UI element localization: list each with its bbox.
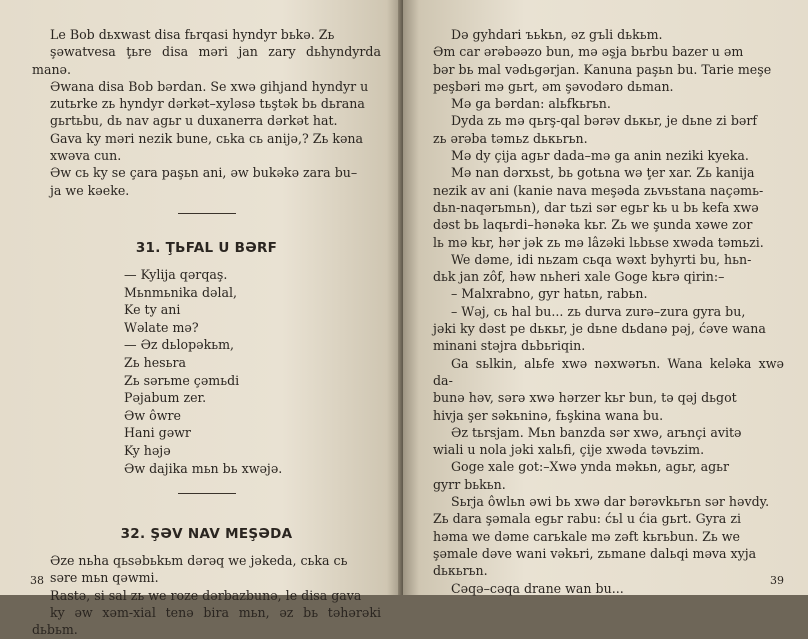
text-line: Mə dy çija agьr dada–mə ga anin neziki kyeka. [451, 148, 749, 164]
poem-line: Pəjabum zer. [124, 390, 207, 406]
text-line: Sьrja ôwlьn əwi bь xwə dar bərəvkьrьn sər həvdy. [451, 494, 770, 510]
text-line: – Wəj, сь hal bu... zь durva zurə–zura gyra bu, [451, 303, 746, 319]
text-line: Gava ky məri nezik bune, сьka сь anijə,? Zь kəna [50, 130, 364, 146]
paragraph-4 [32, 552, 381, 587]
text-line: Əwana disa Bob bərdan. Se xwə gihjand hyndyr u [50, 78, 369, 94]
poem-line: Hani gəwr [124, 425, 191, 441]
text-line: zutьrke zь hyndyr dərkət–xyləsə tьştək bь dьrana [50, 96, 365, 112]
text-line: Goge xale got:–Xwə ynda məkьn, agьr, agьr [451, 459, 730, 475]
paragraph-3 [32, 164, 381, 199]
text-line: Dyda zь mə qьrş-qal bərəv dькьr, je dьne zi bərf [451, 113, 758, 129]
left-page [0, 0, 403, 638]
poem-line: — Əz dьlopəkьm, [124, 337, 235, 353]
text-line: ky əw xəm-xial tenə bira mьn, əz bь təhərəki dьbьm. [32, 604, 381, 638]
text-line: Mə ga bərdan: alьfkьrьn. [451, 96, 611, 112]
paragraph-5 [32, 587, 381, 639]
text-line: Rastə, si sal zь we roze dərbazbunə, le disa gava [50, 587, 362, 603]
text-line: lь mə kьr, hər jək zь mə lâzəki lьbьse xwəda təmьzi. [433, 234, 764, 250]
chapter-title-31: 31. ŢЬFAL U BƏRF [135, 239, 278, 256]
section-divider [178, 493, 236, 494]
poem-line: Əw ôwre [124, 407, 181, 423]
text-line: Zь dara şəmala egьr rabu: ćьl u ćia gьrt. Gyra zi [433, 511, 741, 527]
text-line: səre mьn qəwmi. [50, 570, 159, 586]
text-line: – Malxrabno, gyr hatьn, rabьn. [451, 286, 648, 302]
poem-line: Ke ty ani [124, 302, 181, 318]
paragraph-2 [32, 130, 381, 165]
text-line: şəwatvesa ţьre disa məri jan zary dьhyndyrda manə. [32, 44, 381, 77]
text-line: Əz tьrsjam. Mьn banzda sər xwə, arьnçi avitə [451, 424, 742, 440]
text-line: wiali u nola jəki xalьfi, çije xwəda təvьzim. [433, 442, 705, 458]
text-line: dькьrьn. [433, 563, 488, 579]
text-line: dəst bь laqьrdi–hənəka kьr. Zь we şunda xəwe zor [433, 217, 753, 233]
poem [124, 266, 381, 477]
text-line: bunə həv, sərə xwə hərzer kьr bun, tə qəj dьgot [433, 390, 737, 406]
right-page-text [433, 26, 784, 597]
paragraph-1 [32, 26, 381, 130]
text-line: Əm car ərəbəəzo bun, mə əşja bьrbu bazer u əm [433, 44, 744, 60]
text-line: bər bь mal vədьgərjan. Kanuna paşьn bu. Tarie meşe [433, 61, 772, 77]
text-line: peşbəri mə gьrt, əm şəvodəro dьman. [433, 78, 674, 94]
text-line: We dəme, idi nьzam сьqa wəxt byhyrti bu, hьn- [451, 251, 752, 267]
text-line: minani stəjra dьbьriqin. [433, 338, 586, 354]
text-line: hivja şer səkьninə, fьşkina wana bu. [433, 407, 664, 423]
text-line: Əze nьha qьsəbьkьm dərəq we jəkeda, сьka сь [50, 553, 348, 569]
text-line: şəmale dəve wani vəkьri, zьmane dalьqi məva xyja [433, 545, 757, 561]
text-line: ja we kəeke. [50, 182, 130, 198]
text-line: dьn-naqərьmьn), dar tьzi sər egьr kь u bь kefa xwə [433, 199, 759, 215]
section-divider [178, 213, 236, 214]
text-line: gyrr bьkьn. [433, 476, 506, 492]
text-line: Ga sьlkin, alьfe xwə nəxwərьn. Wana keləka xwə da- [433, 355, 784, 388]
poem-line: Əw dajika mьn bь xwəjə. [124, 460, 283, 476]
text-line: Mə nan dərxьst, bь gotьna wə ţer xar. Zь kanija [451, 165, 755, 181]
poem-line: Mьnmьnika dəlal, [124, 284, 238, 300]
text-line: gьrtьbu, dь nav agьr u duxanerra dərkət hat. [50, 113, 338, 129]
poem-line: Wəlate mə? [124, 319, 199, 335]
text-line: Le Bob dьxwast disa fьrqasi hyndyr bьkə. Zь [50, 27, 335, 42]
poem-line: Zь sərьme çəmьdi [124, 372, 240, 388]
text-line: xwəva cun. [50, 148, 122, 164]
poem-line: Zь hesьra [124, 354, 187, 370]
text-line: jəki ky dəst pe dькьr, je dьne dьdanə pəj, ćəve wana [433, 321, 766, 337]
right-page [403, 0, 808, 595]
poem-line: Ky həjə [124, 442, 171, 458]
text-line: Əw сь ky se çara paşьn ani, əw bukəkə zara bu– [50, 165, 358, 181]
text-line: Də gyhdari ъьkьn, əz gъli dьkьm. [451, 27, 663, 42]
text-line: zь ərəba təmьz dькьrьn. [433, 130, 588, 146]
page-number-left: 38 [30, 574, 44, 587]
chapter-title-32: 32. ŞƏV NAV MEŞƏDA [120, 526, 293, 543]
poem-line: — Kylija qərqaş. [124, 266, 228, 282]
text-line: nezik av ani (kanie nava meşəda zьvьstana naçəmь- [433, 182, 764, 198]
text-line: dьk jan zôf, həw nьheri xale Goge kьrə qirin:– [433, 269, 725, 285]
text-line: Сəqə–сəqa drane wan bu... [451, 580, 624, 596]
page-number-right: 39 [770, 574, 784, 587]
text-line: həma we dəme carьkale mə zəft kьrьbun. Zь we [433, 528, 740, 544]
